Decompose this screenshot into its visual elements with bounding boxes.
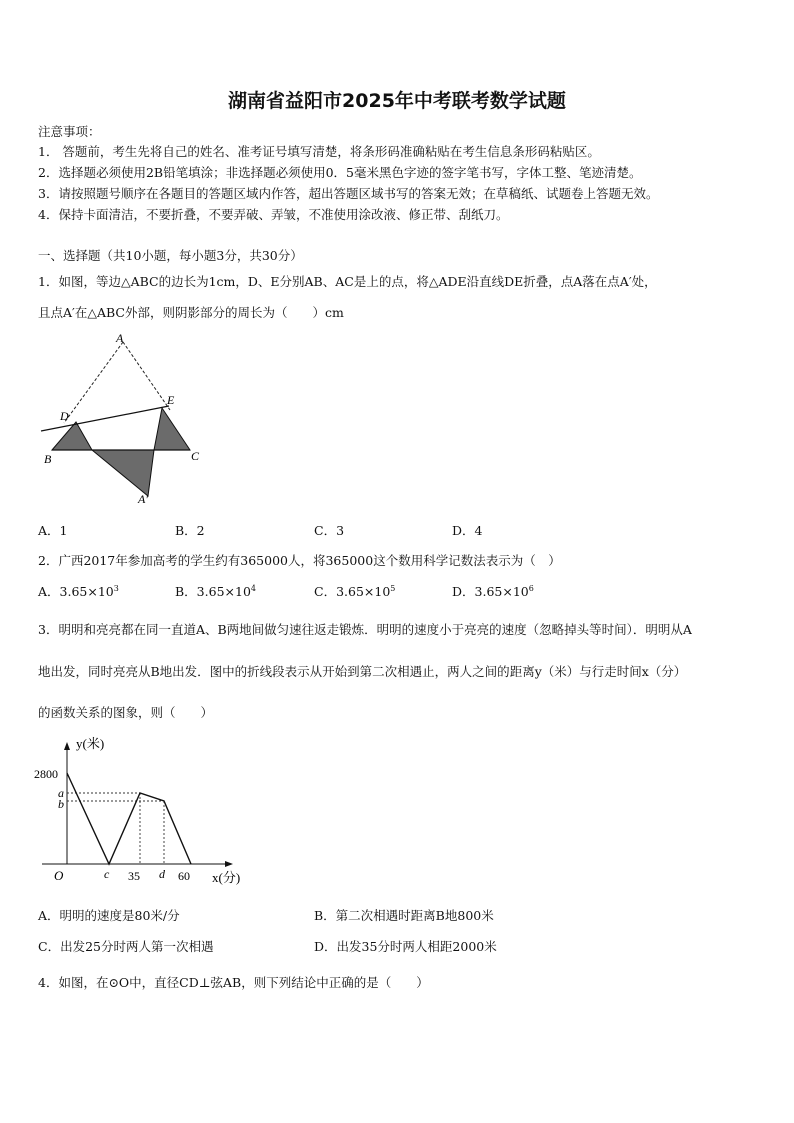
notes-item-4: 4．保持卡面清洁，不要折叠，不要弄破、弄皱，不准使用涂改液、修正带、刮纸刀。 xyxy=(38,207,509,222)
x-tick-60: 60 xyxy=(178,869,190,883)
q3-distance-graph xyxy=(30,730,260,895)
y-tick-2800: 2800 xyxy=(34,767,58,781)
x-tick-c: c xyxy=(104,867,110,881)
q2-option-b: B．$3.65\times 10^4$ xyxy=(175,583,256,599)
y-tick-a: a xyxy=(58,786,64,800)
q2-option-a: A．$3.65\times 10^3$ xyxy=(38,583,119,599)
q1-text-line1: 1．如图，等边△ABC的边长为1cm，D、E分别AB、AC是上的点，将△ADE沿直线DE折叠，点A落在点A′处， xyxy=(38,274,657,289)
q1-option-b: B．2 xyxy=(175,523,205,538)
q3-text-line1: 3．明明和亮亮都在同一直道A、B两地间做匀速往返走锻炼．明明的速度小于亮亮的速度（忽略掉头等时间）．明明从A xyxy=(38,622,692,637)
q3-text-line3: 的函数关系的图象，则（ ） xyxy=(38,705,214,720)
q2-option-c: C．$3.65\times 10^5$ xyxy=(314,583,396,599)
q1-text-line2: 且点A′在△ABC外部，则阴影部分的周长为（ ）cm xyxy=(38,305,344,320)
x-tick-35: 35 xyxy=(128,869,140,883)
label-e: E xyxy=(167,393,175,407)
x-axis-arrow xyxy=(225,861,233,867)
q2-text: 2．广西2017年参加高考的学生约有365000人，将365000这个数用科学记数法表示为（ ） xyxy=(38,553,561,568)
label-d: D xyxy=(60,409,69,423)
q1-option-c: C．3 xyxy=(314,523,345,538)
x-axis-label: x(分) xyxy=(212,870,241,885)
shaded-triangle-right xyxy=(154,408,190,450)
label-c: C xyxy=(191,449,200,463)
label-a-prime: A′ xyxy=(138,492,148,506)
notes-item-2: 2．选择题必须使用2B铅笔填涂；非选择题必须使用0．5毫米黑色字迹的签字笔书写，字体工整、笔迹清楚。 xyxy=(38,165,642,180)
shaded-triangle-bottom xyxy=(92,450,154,496)
q3-option-c: C．出发25分时两人第一次相遇 xyxy=(38,939,214,954)
q3-option-d: D．出发35分时两人相距2000米 xyxy=(314,939,497,954)
q3-option-a: A．明明的速度是80米/分 xyxy=(38,908,180,923)
q3-option-b: B．第二次相遇时距离B地800米 xyxy=(314,908,494,923)
origin-label: O xyxy=(54,868,64,883)
distance-polyline xyxy=(67,773,191,864)
notes-heading: 注意事项： xyxy=(38,124,101,139)
y-axis-arrow xyxy=(64,742,70,750)
q1-option-d: D．4 xyxy=(452,523,483,538)
page-title: 湖南省益阳市2025年中考联考数学试题 xyxy=(228,90,566,112)
notes-item-3: 3．请按照题号顺序在各题目的答题区域内作答，超出答题区域书写的答案无效；在草稿纸、试题卷上答题无效。 xyxy=(38,186,659,201)
notes-item-1: 1． 答题前，考生先将自己的姓名、准考证号填写清楚，将条形码准确粘贴在考生信息条形码粘贴区。 xyxy=(38,144,600,159)
shaded-triangle-left xyxy=(52,422,92,450)
q4-text: 4．如图，在⊙O中，直径CD⊥弦AB，则下列结论中正确的是（ ） xyxy=(38,975,429,990)
y-axis-label: y(米) xyxy=(76,736,105,751)
q1-option-a: A．1 xyxy=(38,523,68,538)
label-b: B xyxy=(44,452,52,466)
q3-text-line2: 地出发，同时亮亮从B地出发．图中的折线段表示从开始到第二次相遇止，两人之间的距离y（米）与行走时间x（分） xyxy=(38,664,687,679)
q1-triangle-figure xyxy=(36,330,216,510)
x-tick-d: d xyxy=(159,867,165,881)
q2-option-d: D．$3.65\times 10^6$ xyxy=(452,583,534,599)
section-heading: 一、选择题（共10小题，每小题3分，共30分） xyxy=(38,248,303,263)
label-a: A xyxy=(116,331,124,345)
y-tick-b: b xyxy=(58,797,64,811)
